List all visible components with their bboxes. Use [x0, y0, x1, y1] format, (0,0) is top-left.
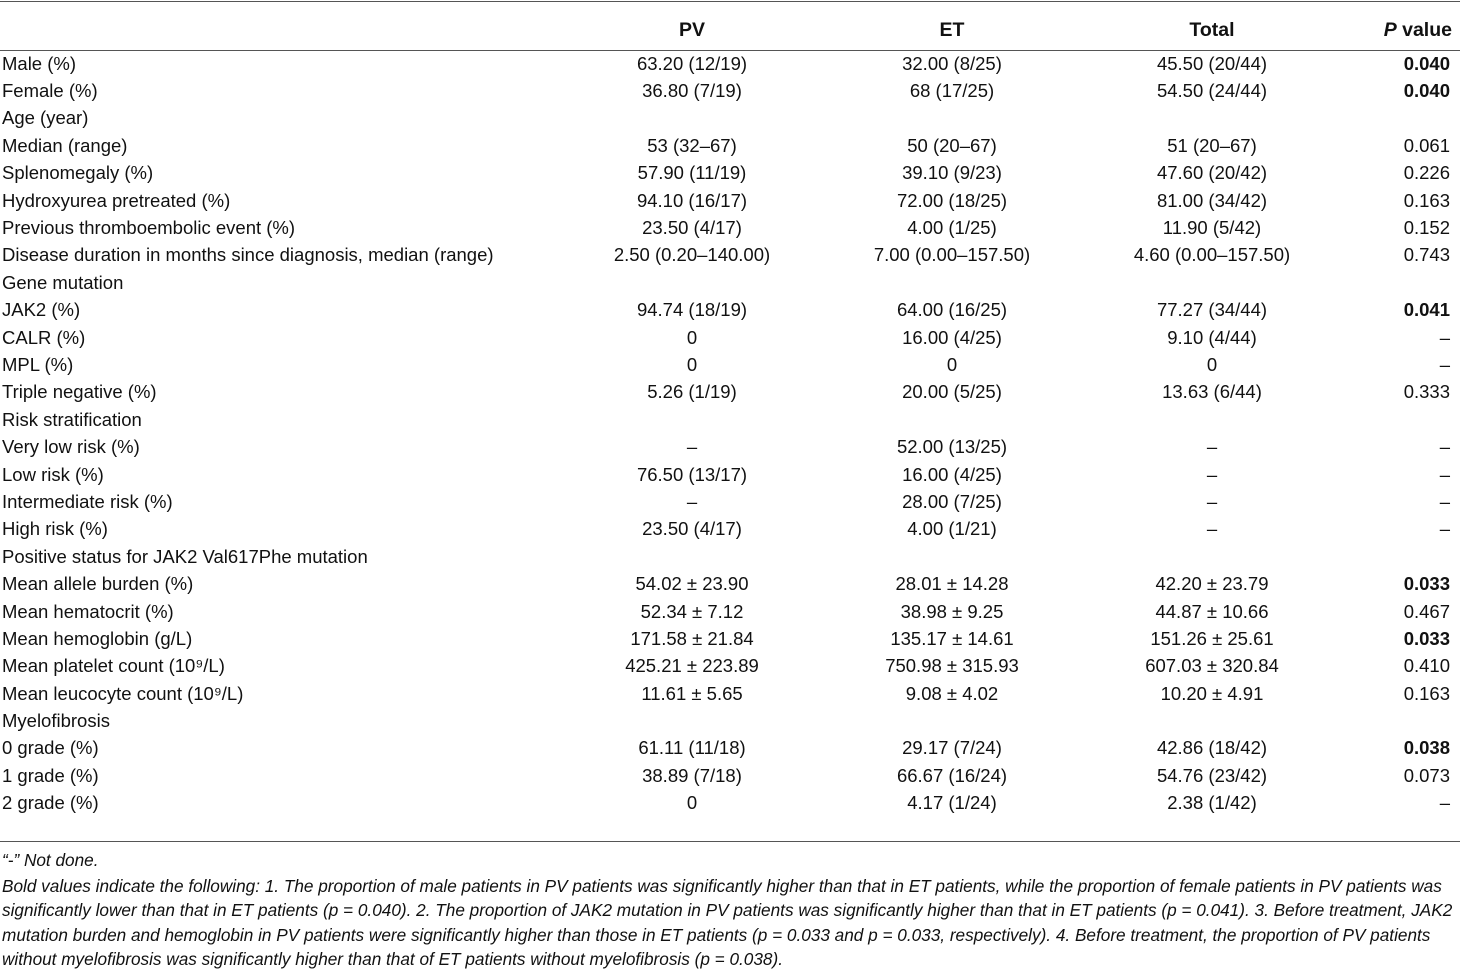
- cell-pv: [562, 269, 822, 296]
- cell-p-value: 0.410: [1403, 655, 1450, 677]
- cell-p-value: 0.040: [1403, 80, 1450, 102]
- cell-total: 51 (20–67): [1167, 134, 1257, 156]
- cell-total: 13.63 (6/44): [1162, 381, 1262, 403]
- cell-et: 72.00 (18/25): [896, 189, 1008, 211]
- header-label-column: [0, 10, 562, 50]
- table-row: [0, 77, 1460, 104]
- cell-p-value: 0.061: [1403, 134, 1450, 156]
- cell-total: 10.20 ± 4.91: [1160, 682, 1264, 704]
- cell-p-value: –: [1439, 518, 1450, 540]
- cell-et: 28.00 (7/25): [902, 490, 1002, 512]
- table-row: [0, 707, 1460, 734]
- cell-total: [1082, 406, 1342, 433]
- cell-p-value: 0.743: [1403, 244, 1450, 266]
- header-et: ET: [939, 18, 965, 41]
- cell-p-value: –: [1439, 792, 1450, 814]
- cell-total: 47.60 (20/42): [1156, 162, 1268, 184]
- cell-p-value: 0.040: [1403, 52, 1450, 74]
- cell-total: 45.50 (20/44): [1156, 52, 1268, 74]
- row-label: Disease duration in months since diagnosis, median (range): [2, 244, 494, 266]
- cell-p-value: 0.073: [1403, 764, 1450, 786]
- cell-total: 2.38 (1/42): [1167, 792, 1257, 814]
- cell-p-value: –: [1439, 353, 1450, 375]
- cell-pv: 52.34 ± 7.12: [640, 600, 744, 622]
- row-label: Male (%): [2, 52, 77, 74]
- cell-pv: 425.21 ± 223.89: [625, 655, 759, 677]
- table-row: [0, 461, 1460, 488]
- cell-p-value: [1342, 269, 1460, 296]
- cell-et: 29.17 (7/24): [902, 737, 1002, 759]
- cell-total: [1082, 105, 1342, 132]
- cell-p-value: 0.038: [1403, 737, 1450, 759]
- table-row: [0, 50, 1460, 77]
- row-label: High risk (%): [2, 518, 108, 540]
- row-label: Mean allele burden (%): [2, 573, 194, 595]
- cell-et: [822, 543, 1082, 570]
- table-row: [0, 269, 1460, 296]
- cell-p-value: –: [1439, 463, 1450, 485]
- cell-total: [1082, 269, 1342, 296]
- table-row: [0, 653, 1460, 680]
- row-label: Mean platelet count (10⁹/L): [2, 655, 225, 677]
- cell-total: 77.27 (34/44): [1156, 299, 1268, 321]
- cell-p-value: 0.163: [1403, 189, 1450, 211]
- cell-total: 44.87 ± 10.66: [1155, 600, 1269, 622]
- cell-et: 38.98 ± 9.25: [900, 600, 1004, 622]
- cell-total: 9.10 (4/44): [1167, 326, 1257, 348]
- header-pv: PV: [678, 18, 705, 41]
- cell-et: 28.01 ± 14.28: [895, 573, 1009, 595]
- row-label: 2 grade (%): [2, 792, 99, 814]
- cell-pv: –: [686, 436, 698, 458]
- cell-total: –: [1206, 490, 1218, 512]
- row-label: 0 grade (%): [2, 737, 99, 759]
- table-row: [0, 625, 1460, 652]
- cell-total: 54.50 (24/44): [1156, 80, 1268, 102]
- cell-et: 32.00 (8/25): [902, 52, 1002, 74]
- cell-et: 9.08 ± 4.02: [905, 682, 999, 704]
- cell-total: 607.03 ± 320.84: [1145, 655, 1279, 677]
- cell-total: –: [1206, 518, 1218, 540]
- row-label: Female (%): [2, 80, 98, 102]
- cell-pv: –: [686, 490, 698, 512]
- row-label: JAK2 (%): [2, 299, 81, 321]
- row-label: Mean leucocyte count (10⁹/L): [2, 682, 244, 704]
- table-body: [0, 50, 1460, 817]
- table-row: [0, 297, 1460, 324]
- cell-et: 16.00 (4/25): [902, 463, 1002, 485]
- cell-et: 66.67 (16/24): [896, 764, 1008, 786]
- cell-pv: 38.89 (7/18): [642, 764, 742, 786]
- cell-et: 4.00 (1/21): [907, 518, 997, 540]
- cell-pv: 0: [686, 326, 698, 348]
- cell-pv: [562, 105, 822, 132]
- data-table: [0, 10, 1460, 817]
- cell-pv: 57.90 (11/19): [637, 162, 747, 184]
- table-row: [0, 570, 1460, 597]
- cell-p-value: –: [1439, 326, 1450, 348]
- row-label: Previous thromboembolic event (%): [2, 217, 296, 239]
- header-p-value: P value: [1383, 18, 1452, 41]
- table-row: [0, 214, 1460, 241]
- row-label: Triple negative (%): [2, 381, 157, 403]
- row-label: Risk stratification: [2, 408, 142, 430]
- cell-pv: 5.26 (1/19): [647, 381, 737, 403]
- row-label: Median (range): [2, 134, 128, 156]
- note-bold-explanation: Bold values indicate the following: 1. The proportion of male patients in PV patients was significantly higher than that in ET patients, while the proportion of female patients in PV patients was significantly lower than that in ET patients (p = 0.040). 2. The proportion of JAK2 mutation in PV patients was significantly higher than that in ET patients (p = 0.041). 3. Before treatment, JAK2 mutation burden and hemoglobin in PV patients were significantly higher than those in ET patients (p = 0.033 and p = 0.033, respectively). 4. Before treatment, the proportion of PV patients without myelofibrosis was significantly higher than that of ET patients without myelofibrosis (p = 0.038).: [2, 876, 1453, 969]
- cell-et: 0: [946, 353, 958, 375]
- table-row: [0, 132, 1460, 159]
- row-label: CALR (%): [2, 326, 86, 348]
- header-total: Total: [1189, 18, 1235, 41]
- table-row: [0, 105, 1460, 132]
- cell-pv: [562, 406, 822, 433]
- cell-p-value: –: [1439, 490, 1450, 512]
- cell-total: 4.60 (0.00–157.50): [1133, 244, 1291, 266]
- table-row: [0, 680, 1460, 707]
- table-row: [0, 187, 1460, 214]
- cell-pv: 54.02 ± 23.90: [635, 573, 749, 595]
- table-row: [0, 242, 1460, 269]
- cell-et: 16.00 (4/25): [902, 326, 1002, 348]
- table-row: [0, 351, 1460, 378]
- cell-pv: 23.50 (4/17): [642, 217, 742, 239]
- row-label: Mean hemoglobin (g/L): [2, 627, 193, 649]
- table-row: [0, 406, 1460, 433]
- cell-p-value: 0.226: [1403, 162, 1450, 184]
- cell-pv: 0: [686, 792, 698, 814]
- row-label: Gene mutation: [2, 271, 124, 293]
- row-label: Low risk (%): [2, 463, 104, 485]
- cell-pv: 61.11 (11/18): [638, 737, 746, 759]
- cell-pv: 94.74 (18/19): [636, 299, 748, 321]
- table-row: [0, 433, 1460, 460]
- cell-et: 64.00 (16/25): [896, 299, 1008, 321]
- cell-pv: 0: [686, 353, 698, 375]
- row-label: Splenomegaly (%): [2, 162, 154, 184]
- cell-et: 39.10 (9/23): [902, 162, 1002, 184]
- cell-et: [822, 406, 1082, 433]
- cell-total: [1082, 543, 1342, 570]
- cell-et: [822, 707, 1082, 734]
- cell-total: 0: [1206, 353, 1218, 375]
- cell-pv: [562, 543, 822, 570]
- cell-total: 81.00 (34/42): [1156, 189, 1268, 211]
- table-row: [0, 598, 1460, 625]
- cell-total: –: [1206, 463, 1218, 485]
- cell-p-value: 0.033: [1403, 573, 1450, 595]
- cell-p-value: 0.033: [1403, 627, 1450, 649]
- table-row: [0, 543, 1460, 570]
- cell-et: [822, 105, 1082, 132]
- cell-pv: 94.10 (16/17): [636, 189, 748, 211]
- cell-total: 42.86 (18/42): [1156, 737, 1268, 759]
- cell-total: 151.26 ± 25.61: [1150, 627, 1274, 649]
- row-label: Mean hematocrit (%): [2, 600, 174, 622]
- cell-pv: [562, 707, 822, 734]
- cell-p-value: 0.041: [1403, 299, 1450, 321]
- cell-p-value: 0.163: [1403, 682, 1450, 704]
- cell-p-value: [1342, 105, 1460, 132]
- cell-pv: 53 (32–67): [647, 134, 737, 156]
- cell-pv: 76.50 (13/17): [636, 463, 748, 485]
- cell-total: [1082, 707, 1342, 734]
- bottom-rule: [0, 841, 1460, 842]
- cell-et: [822, 269, 1082, 296]
- cell-p-value: 0.152: [1403, 217, 1450, 239]
- cell-pv: 36.80 (7/19): [642, 80, 742, 102]
- cell-p-value: [1342, 543, 1460, 570]
- cell-pv: 2.50 (0.20–140.00): [613, 244, 771, 266]
- table-row: [0, 790, 1460, 817]
- row-label: Intermediate risk (%): [2, 490, 173, 512]
- cell-total: 11.90 (5/42): [1162, 217, 1262, 239]
- cell-p-value: 0.467: [1403, 600, 1450, 622]
- cell-p-value: 0.333: [1403, 381, 1450, 403]
- cell-pv: 11.61 ± 5.65: [641, 682, 743, 704]
- table-row: [0, 735, 1460, 762]
- cell-p-value: –: [1439, 436, 1450, 458]
- cell-total: 54.76 (23/42): [1156, 764, 1268, 786]
- cell-total: 42.20 ± 23.79: [1155, 573, 1269, 595]
- table-row: [0, 488, 1460, 515]
- table-row: [0, 160, 1460, 187]
- row-label: MPL (%): [2, 353, 74, 375]
- header-row: [0, 10, 1460, 50]
- row-label: Age (year): [2, 107, 89, 129]
- note-not-done: “-” Not done.: [2, 850, 99, 870]
- cell-et: 135.17 ± 14.61: [890, 627, 1014, 649]
- table-notes: [2, 848, 1458, 971]
- table-row: [0, 516, 1460, 543]
- cell-et: 50 (20–67): [907, 134, 997, 156]
- cell-et: 750.98 ± 315.93: [885, 655, 1019, 677]
- cell-p-value: [1342, 707, 1460, 734]
- row-label: Myelofibrosis: [2, 710, 110, 732]
- row-label: Hydroxyurea pretreated (%): [2, 189, 231, 211]
- cell-p-value: [1342, 406, 1460, 433]
- cell-pv: 171.58 ± 21.84: [630, 627, 754, 649]
- cell-et: 7.00 (0.00–157.50): [873, 244, 1031, 266]
- top-rule: [0, 1, 1460, 2]
- row-label: Positive status for JAK2 Val617Phe mutation: [2, 545, 368, 567]
- table-row: [0, 379, 1460, 406]
- row-label: Very low risk (%): [2, 436, 140, 458]
- cell-et: 4.17 (1/24): [907, 792, 997, 814]
- cell-et: 20.00 (5/25): [902, 381, 1002, 403]
- cell-et: 68 (17/25): [909, 80, 995, 102]
- row-label: 1 grade (%): [2, 764, 99, 786]
- cell-et: 4.00 (1/25): [907, 217, 997, 239]
- cell-pv: 23.50 (4/17): [642, 518, 742, 540]
- cell-total: –: [1206, 436, 1218, 458]
- table-row: [0, 762, 1460, 789]
- table-row: [0, 324, 1460, 351]
- cell-et: 52.00 (13/25): [896, 436, 1008, 458]
- cell-pv: 63.20 (12/19): [636, 52, 748, 74]
